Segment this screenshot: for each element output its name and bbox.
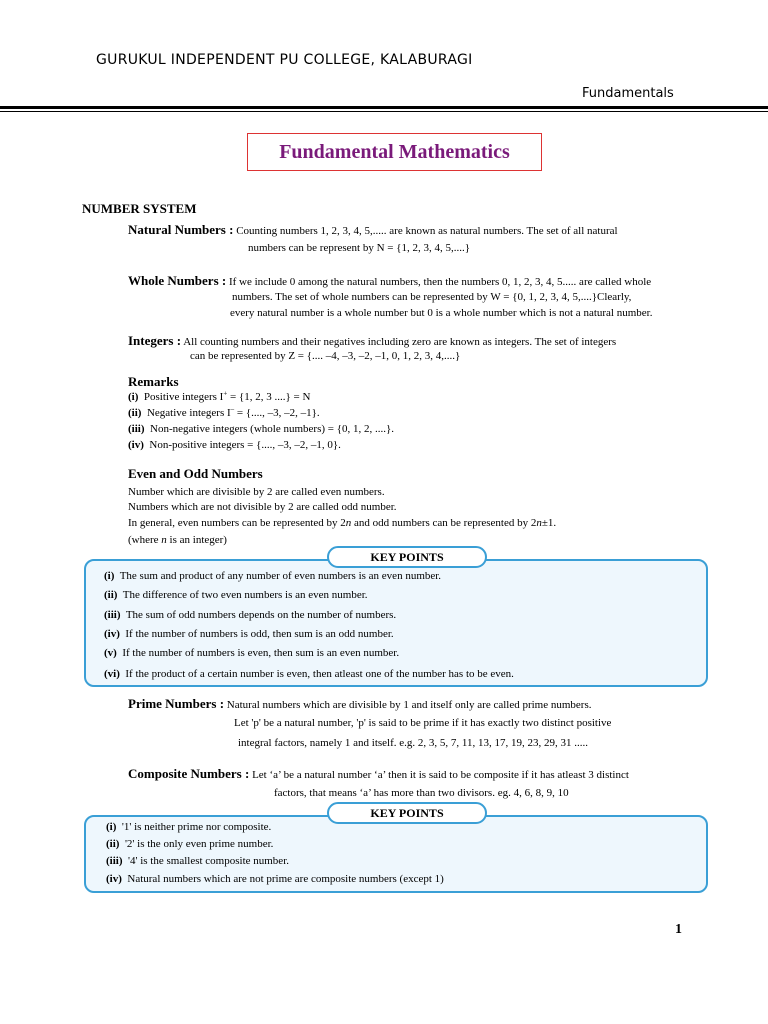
page-title: Fundamental Mathematics: [279, 141, 510, 163]
natural-numbers-text2: numbers can be represent by N = {1, 2, 3, 4, 5,....}: [248, 242, 471, 254]
even-odd-text4a: (where: [128, 534, 162, 546]
even-odd-heading: Even and Odd Numbers: [128, 466, 263, 481]
remark-post: = {1, 2, 3 ....} = N: [227, 391, 311, 403]
remark-sup: –: [230, 405, 235, 414]
key-point-text: '2' is the only even prime number.: [124, 838, 274, 850]
natural-numbers-line1: [128, 222, 618, 238]
key-point-text: If the number of numbers is even, then sum is an even number.: [122, 647, 400, 659]
whole-numbers-term: Whole Numbers :: [128, 273, 227, 288]
even-odd-text3a: In general, even numbers can be represented by 2: [128, 517, 346, 529]
key-point-text: '4' is the smallest composite number.: [128, 855, 289, 867]
remark-pre: Negative integers I: [146, 407, 231, 419]
even-odd-text3: [128, 517, 556, 529]
key-point-item: [104, 668, 514, 680]
number-system-heading: NUMBER SYSTEM: [82, 201, 197, 216]
key-point-item: [104, 609, 396, 621]
composite-numbers-text1: Let ‘a’ be a natural number ‘a’ then it is said to be composite if it has atleast 3 distinct: [252, 769, 629, 781]
var-n: n: [536, 517, 542, 529]
remark-num: (iv): [128, 439, 144, 451]
key-point-num: (iv): [104, 628, 120, 640]
key-points-label-1: KEY POINTS: [327, 546, 487, 568]
key-point-item: [104, 589, 368, 601]
key-point-item: [106, 838, 273, 850]
even-odd-text3c: ±1.: [541, 517, 557, 529]
key-point-item: [106, 855, 289, 867]
key-point-text: The difference of two even numbers is an even number.: [122, 589, 368, 601]
natural-numbers-text1: Counting numbers 1, 2, 3, 4, 5,..... are known as natural numbers. The set of all natural: [236, 225, 618, 237]
key-point-num: (v): [104, 647, 117, 659]
integers-term: Integers :: [128, 333, 182, 348]
remark-item: [128, 439, 341, 451]
even-odd-text1: Number which are divisible by 2 are called even numbers.: [128, 486, 385, 498]
chapter-name: Fundamentals: [582, 86, 674, 101]
key-point-num: (ii): [106, 838, 120, 850]
key-point-num: (iv): [106, 873, 122, 885]
key-point-num: (iii): [104, 609, 121, 621]
key-points-label-2: KEY POINTS: [327, 802, 487, 824]
whole-numbers-text2: numbers. The set of whole numbers can be represented by W = {0, 1, 2, 3, 4, 5,....}Clearly,: [232, 291, 632, 303]
even-odd-text4: [128, 534, 227, 546]
header-rule-thick: [0, 106, 768, 109]
remark-pre: Non-negative integers (whole numbers) = {0, 1, 2, ....}.: [150, 423, 395, 435]
key-point-item: [104, 570, 441, 582]
remark-pre: Non-positive integers = {...., –3, –2, –1, 0}.: [149, 439, 341, 451]
remark-item: [128, 423, 394, 435]
integers-text1: All counting numbers and their negatives including zero are known as integers. The set of integers: [183, 336, 617, 348]
natural-numbers-term: Natural Numbers :: [128, 222, 234, 237]
title-box: [247, 133, 542, 171]
key-point-num: (iii): [106, 855, 123, 867]
even-odd-text3b: and odd numbers can be represented by 2: [351, 517, 537, 529]
integers-line1: [128, 333, 616, 349]
prime-numbers-text2: Let 'p' be a natural number, 'p' is said to be prime if it has exactly two distinct positive: [234, 717, 612, 729]
header-rule-thin: [0, 111, 768, 112]
key-point-text: '1' is neither prime nor composite.: [121, 821, 272, 833]
remark-item: [128, 407, 320, 419]
key-point-item: [106, 821, 271, 833]
remark-post: = {...., –3, –2, –1}.: [234, 407, 320, 419]
page-number: 1: [675, 922, 682, 937]
key-point-text: The sum of odd numbers depends on the number of numbers.: [125, 609, 397, 621]
composite-numbers-term: Composite Numbers :: [128, 766, 250, 781]
var-n: n: [345, 517, 352, 529]
prime-numbers-line1: [128, 696, 592, 712]
even-odd-text2: Numbers which are not divisible by 2 are called odd number.: [128, 501, 397, 513]
key-point-num: (i): [104, 570, 115, 582]
key-point-item: [104, 628, 394, 640]
remark-num: (i): [128, 391, 139, 403]
whole-numbers-text1: If we include 0 among the natural numbers, then the numbers 0, 1, 2, 3, 4, 5..... are called whole: [228, 276, 652, 288]
key-point-item: [106, 873, 444, 885]
key-point-text: If the number of numbers is odd, then sum is an odd number.: [125, 628, 394, 640]
remarks-heading: Remarks: [128, 374, 179, 389]
whole-numbers-text3: every natural number is a whole number but 0 is a whole number which is not a natural number.: [230, 307, 653, 319]
whole-numbers-line1: [128, 273, 651, 289]
remark-num: (ii): [128, 407, 142, 419]
key-point-num: (i): [106, 821, 117, 833]
composite-numbers-line1: [128, 766, 629, 782]
prime-numbers-term: Prime Numbers :: [128, 696, 225, 711]
college-name: GURUKUL INDEPENDENT PU COLLEGE, KALABURAGI: [96, 52, 473, 68]
prime-numbers-text1: Natural numbers which are divisible by 1 and itself only are called prime numbers.: [226, 699, 592, 711]
remark-pre: Positive integers I: [143, 391, 224, 403]
key-point-text: If the product of a certain number is even, then atleast one of the number has to be even.: [125, 668, 514, 680]
key-point-num: (vi): [104, 668, 120, 680]
integers-text2: can be represented by Z = {.... –4, –3, –2, –1, 0, 1, 2, 3, 4,....}: [190, 350, 461, 362]
key-point-text: Natural numbers which are not prime are composite numbers (except 1): [127, 873, 444, 885]
prime-numbers-text3: integral factors, namely 1 and itself. e.g. 2, 3, 5, 7, 11, 13, 17, 19, 23, 29, 31 .....: [238, 737, 589, 749]
var-n: n: [161, 534, 167, 546]
key-point-item: [104, 647, 399, 659]
even-odd-text4b: is an integer): [166, 534, 227, 546]
composite-numbers-text2: factors, that means ‘a’ has more than two divisors. eg. 4, 6, 8, 9, 10: [274, 787, 569, 799]
key-point-num: (ii): [104, 589, 118, 601]
remark-num: (iii): [128, 423, 145, 435]
key-point-text: The sum and product of any number of even numbers is an even number.: [119, 570, 442, 582]
remark-sup: +: [223, 389, 228, 398]
remark-item: [128, 391, 310, 403]
